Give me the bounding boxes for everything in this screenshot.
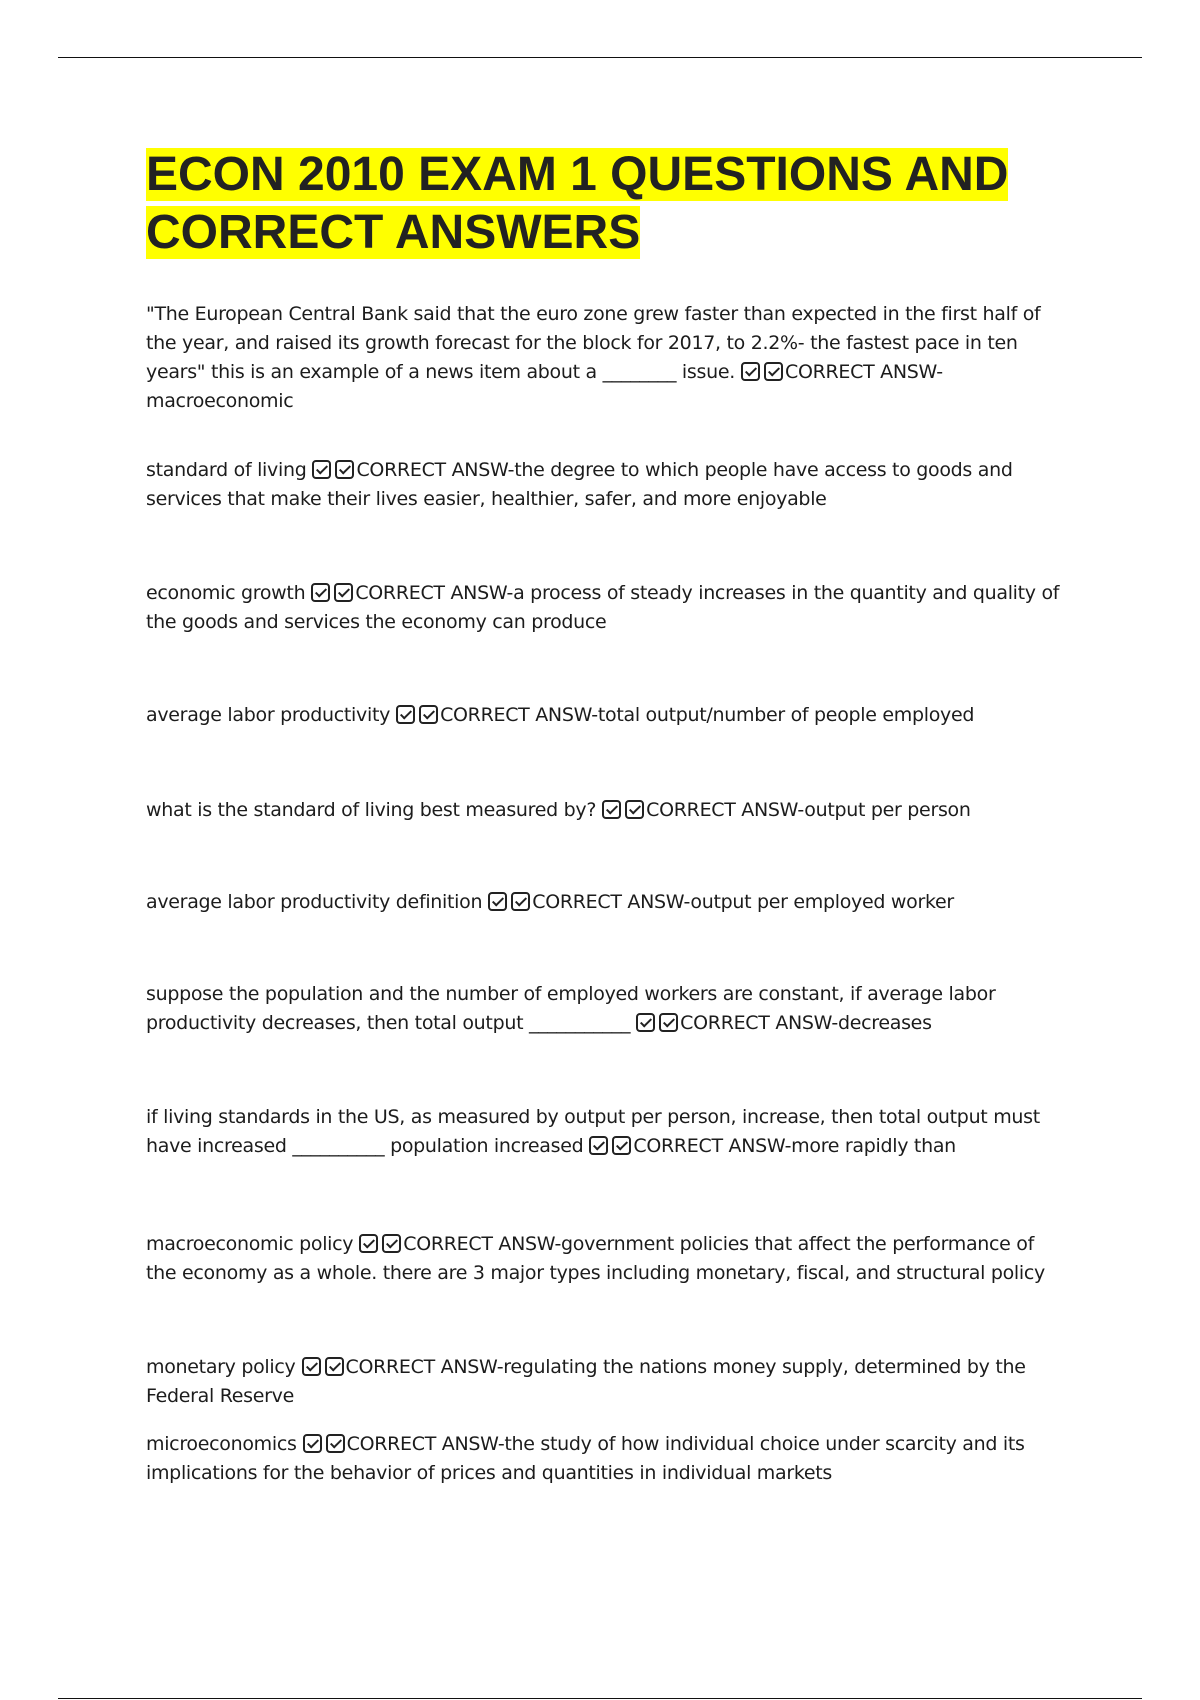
question-text: monetary policy bbox=[146, 1356, 296, 1378]
checkbox-icon bbox=[396, 705, 415, 724]
check-icons bbox=[739, 361, 785, 383]
checkbox-icon bbox=[764, 362, 783, 381]
question-text: "The European Central Bank said that the euro zone grew faster than expected in the first half of the year, and raised its growth forecast for the block for 2017, to 2.2%- the fastest pace in ten years" this is an example of a news item about a ________ issue. bbox=[146, 303, 1041, 383]
document-title: ECON 2010 EXAM 1 QUESTIONS AND CORRECT ANSWERS bbox=[146, 148, 1009, 259]
title-block bbox=[146, 146, 1046, 262]
qa-item-6 bbox=[146, 888, 1066, 917]
qa-item-7 bbox=[146, 980, 1066, 1038]
qa-item-9 bbox=[146, 1230, 1066, 1288]
check-icons bbox=[300, 1356, 346, 1378]
checkbox-icon bbox=[419, 705, 438, 724]
check-icons bbox=[301, 1433, 347, 1455]
check-icons bbox=[634, 1012, 680, 1034]
checkbox-icon bbox=[602, 800, 621, 819]
checkbox-icon bbox=[311, 583, 330, 602]
checkbox-icon bbox=[303, 1434, 322, 1453]
answer-text: CORRECT ANSW-more rapidly than bbox=[633, 1135, 956, 1157]
check-icons bbox=[310, 459, 356, 481]
qa-item-1 bbox=[146, 300, 1066, 416]
checkbox-icon bbox=[612, 1136, 631, 1155]
checkbox-icon bbox=[312, 460, 331, 479]
question-text: if living standards in the US, as measured by output per person, increase, then total output must have increased __________ population increased bbox=[146, 1106, 1040, 1157]
question-text: average labor productivity definition bbox=[146, 891, 483, 913]
checkbox-icon bbox=[488, 892, 507, 911]
answer-text: CORRECT ANSW-the study of how individual choice under scarcity and its implications for the behavior of prices and quantities in individual markets bbox=[146, 1433, 1025, 1484]
checkbox-icon bbox=[326, 1434, 345, 1453]
checkbox-icon bbox=[334, 583, 353, 602]
top-rule bbox=[58, 57, 1142, 58]
qa-item-4 bbox=[146, 701, 1066, 730]
answer-text: CORRECT ANSW-the degree to which people have access to goods and services that make their lives easier, healthier, safer, and more enjoyable bbox=[146, 459, 1013, 510]
checkbox-icon bbox=[382, 1234, 401, 1253]
answer-text: CORRECT ANSW-a process of steady increases in the quantity and quality of the goods and services the economy can produce bbox=[146, 582, 1060, 633]
answer-text: CORRECT ANSW-output per employed worker bbox=[532, 891, 954, 913]
checkbox-icon bbox=[325, 1357, 344, 1376]
check-icons bbox=[394, 704, 440, 726]
answer-text: CORRECT ANSW-total output/number of people employed bbox=[440, 704, 975, 726]
checkbox-icon bbox=[589, 1136, 608, 1155]
question-text: microeconomics bbox=[146, 1433, 297, 1455]
qa-item-11 bbox=[146, 1430, 1066, 1488]
checkbox-icon bbox=[335, 460, 354, 479]
answer-text: CORRECT ANSW-output per person bbox=[646, 799, 971, 821]
check-icons bbox=[600, 799, 646, 821]
qa-item-3 bbox=[146, 579, 1066, 637]
question-text: suppose the population and the number of employed workers are constant, if average labor productivity decreases, then total output ___________ bbox=[146, 983, 996, 1034]
check-icons bbox=[357, 1233, 403, 1255]
checkbox-icon bbox=[636, 1013, 655, 1032]
checkbox-icon bbox=[741, 362, 760, 381]
qa-item-5 bbox=[146, 796, 1066, 825]
answer-text: CORRECT ANSW-regulating the nations money supply, determined by the Federal Reserve bbox=[146, 1356, 1026, 1407]
answer-text: CORRECT ANSW-decreases bbox=[680, 1012, 932, 1034]
qa-item-8 bbox=[146, 1103, 1066, 1161]
bottom-rule bbox=[58, 1698, 1142, 1699]
answer-text: CORRECT ANSW-macroeconomic bbox=[146, 361, 943, 412]
check-icons bbox=[587, 1135, 633, 1157]
question-text: macroeconomic policy bbox=[146, 1233, 354, 1255]
qa-item-2 bbox=[146, 456, 1066, 514]
checkbox-icon bbox=[625, 800, 644, 819]
checkbox-icon bbox=[659, 1013, 678, 1032]
checkbox-icon bbox=[359, 1234, 378, 1253]
question-text: what is the standard of living best measured by? bbox=[146, 799, 597, 821]
question-text: standard of living bbox=[146, 459, 307, 481]
check-icons bbox=[486, 891, 532, 913]
check-icons bbox=[309, 582, 355, 604]
qa-item-10 bbox=[146, 1353, 1066, 1411]
checkbox-icon bbox=[302, 1357, 321, 1376]
question-text: average labor productivity bbox=[146, 704, 391, 726]
answer-text: CORRECT ANSW-government policies that affect the performance of the economy as a whole. there are 3 major types including monetary, fiscal, and structural policy bbox=[146, 1233, 1045, 1284]
checkbox-icon bbox=[511, 892, 530, 911]
question-text: economic growth bbox=[146, 582, 306, 604]
